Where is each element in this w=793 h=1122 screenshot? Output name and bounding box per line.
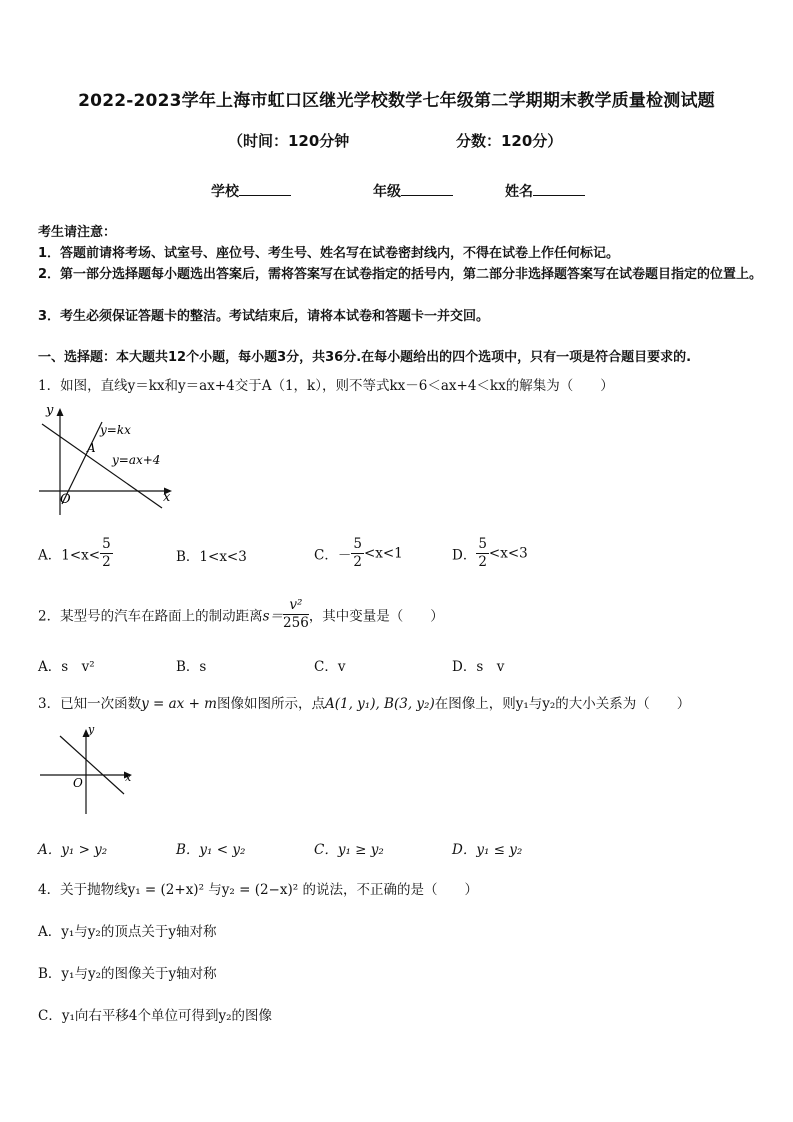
q2-option-b[interactable]: B．s (176, 659, 207, 675)
exam-time: （时间：120分钟 (228, 132, 350, 150)
q1-stem: 1．如图，直线y＝kx和y＝ax+4交于A（1，k），则不等式kx－6＜ax+4＜kx的解集为（ ） (38, 378, 614, 394)
q1-option-b[interactable]: B．1<x<3 (176, 549, 247, 565)
school-field[interactable] (211, 181, 291, 201)
q1-figure (34, 398, 179, 518)
q3-option-d[interactable]: D．y₁ ≤ y₂ (452, 842, 523, 858)
q3-option-a[interactable]: A．y₁ > y₂ (38, 842, 108, 858)
q1-fig-point-a: A (87, 441, 96, 455)
q2-option-a[interactable]: A．s v² (38, 659, 95, 675)
q2-option-c[interactable]: C．v (314, 659, 346, 675)
section-heading: 一、选择题：本大题共12个小题，每小题3分，共36分.在每小题给出的四个选项中，只有一项是符合题目要求的. (38, 350, 692, 365)
grade-label: 年级 (373, 184, 401, 200)
q1-option-a[interactable]: A．1<x< $\frac{5}{2}$ (38, 536, 111, 570)
q1-fig-line2-label: y=ax+4 (112, 453, 161, 467)
q4-option-b[interactable]: B．y₁与y₂的图像关于y轴对称 (38, 966, 217, 982)
grade-blank[interactable] (401, 183, 453, 196)
grade-field[interactable] (373, 181, 453, 201)
notice-heading: 考生请注意： (38, 225, 117, 240)
q1-fig-x-label: x (163, 490, 171, 505)
name-label: 姓名 (505, 184, 533, 200)
exam-title: 2022-2023学年上海市虹口区继光学校数学七年级第二学期期末教学质量检测试题 (78, 91, 715, 111)
q3-option-b[interactable]: B．y₁ < y₂ (176, 842, 246, 858)
notice-item-3: 3．考生必须保证答题卡的整洁。考试结束后，请将本试卷和答题卡一并交回。 (38, 309, 490, 324)
notice-item-2: 2．第一部分选择题每小题选出答案后，需将答案写在试卷指定的括号内，第二部分非选择题答案写在试卷题目指定的位置上。 (38, 267, 763, 282)
q1-option-c[interactable]: C．－ $\frac{5}{2}$ <x<1 (314, 536, 403, 570)
q3-fig-origin: O (73, 776, 83, 790)
q1-fig-origin: O (60, 492, 71, 507)
q4-option-c[interactable]: C．y₁向右平移4个单位可得到y₂的图像 (38, 1008, 272, 1024)
q2-stem: 2．某型号的汽车在路面上的制动距离s＝ $\frac{\text{v²}}{256}$ ，其中变量是（ ） (38, 597, 444, 631)
q3-figure (38, 722, 138, 817)
q3-option-c[interactable]: C．y₁ ≥ y₂ (314, 842, 384, 858)
q1-option-d[interactable]: D． $\frac{5}{2}$ <x<3 (452, 536, 528, 570)
school-label: 学校 (211, 184, 239, 200)
q1-fig-y-label: y (46, 403, 54, 418)
notice-item-1: 1．答题前请将考场、试室号、座位号、考生号、姓名写在试卷密封线内，不得在试卷上作任何标记。 (38, 246, 620, 261)
q3-stem: 3．已知一次函数y = ax + m图像如图所示，点A(1, y₁), B(3, y₂)在图像上，则y₁与y₂的大小关系为（ ） (38, 696, 691, 712)
name-blank[interactable] (533, 183, 585, 196)
q4-option-a[interactable]: A．y₁与y₂的顶点关于y轴对称 (38, 924, 217, 940)
q4-stem: 4．关于抛物线y₁ = (2+x)² 与y₂ = (2−x)² 的说法，不正确的是（ ） (38, 882, 478, 898)
name-field[interactable] (505, 181, 585, 201)
q2-option-d[interactable]: D．s v (452, 659, 505, 675)
q3-fig-x-label: x (125, 771, 132, 784)
q1-fig-line1-label: y=kx (100, 423, 131, 437)
exam-score: 分数：120分） (456, 132, 563, 150)
q3-fig-y-label: y (88, 723, 95, 736)
school-blank[interactable] (239, 183, 291, 196)
